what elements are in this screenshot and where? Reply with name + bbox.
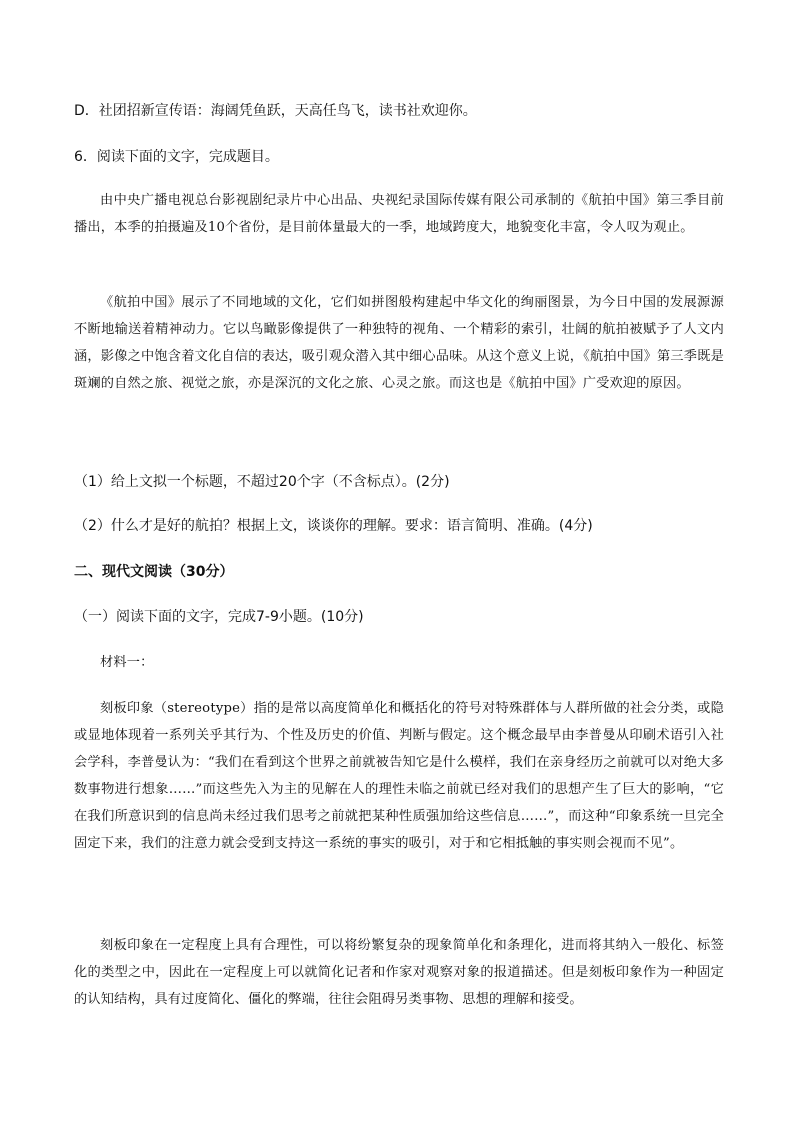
q6-paragraph-2: 《航拍中国》展示了不同地域的文化，它们如拼图般构建起中华文化的绚丽图景，为今日中国的发展源源不断地输送着精神动力。它以鸟瞰影像提供了一种独特的视角、一个精彩的索引，壮阔的航拍被赋予了人文内涵，影像之中饱含着文化自信的表达，吸引观众潜入其中细心品味。从这个意义上说，《航拍中国》第三季既是斑斓的自然之旅、视觉之旅，亦是深沉的文化之旅、心灵之旅。而这也是《航拍中国》广受欢迎的原因。 (74, 295, 724, 391)
material-1-paragraph-1: 刻板印象（stereotype）指的是常以高度简单化和概括化的符号对特殊群体与人群所做的社会分类，或隐或显地体现着一系列关乎其行为、个性及历史的价值、判断与假定。这个概念最早由李普曼从印刷术语引入社会学科，李普曼认为：“我们在看到这个世界之前就被告知它是什么模样，我们在亲身经历之前就可以对绝大多数事物进行想象……”而这些先入为主的见解在人的理性未临之前就已经对我们的思想产生了巨大的影响，“它在我们所意识到的信息尚未经过我们思考之前就把某种性质强加给这些信息……”，而这种“印象系统一旦完全固定下来，我们的注意力就会受到支持这一系统的事实的吸引，对于和它相抵触的事实则会视而不见”。 (74, 701, 724, 851)
q6-question-1: （1）给上文拟一个标题，不超过20个字（不含标点）。(2分) (74, 474, 450, 490)
q6-question-2: （2）什么才是好的航拍？根据上文，谈谈你的理解。要求：语言简明、准确。(4分) (74, 518, 593, 534)
section-2-title: 二、现代文阅读（30分） (74, 564, 234, 580)
material-1-label: 材料一： (100, 655, 154, 670)
material-1-paragraph-2: 刻板印象在一定程度上具有合理性，可以将纷繁复杂的现象简单化和条理化，进而将其纳入一般化、标签化的类型之中，因此在一定程度上可以就简化记者和作家对观察对象的报道描述。但是刻板印象作为一种固定的认知结构，具有过度简化、僵化的弊端，往往会阻碍另类事物、思想的理解和接受。 (74, 938, 724, 1007)
q5-option-d: D．社团招新宣传语：海阔凭鱼跃，天高任鸟飞，读书社欢迎你。 (74, 103, 477, 119)
q6-paragraph-1: 由中央广播电视总台影视剧纪录片中心出品、央视纪录国际传媒有限公司承制的《航拍中国》第三季目前播出，本季的拍摄遍及10个省份，是目前体量最大的一季，地域跨度大，地貌变化丰富，令人叹为观止。 (74, 193, 724, 235)
q6-instruction: 6．阅读下面的文字，完成题目。 (74, 149, 279, 165)
section-2-instruction: （一）阅读下面的文字，完成7-9小题。(10分) (74, 609, 364, 625)
